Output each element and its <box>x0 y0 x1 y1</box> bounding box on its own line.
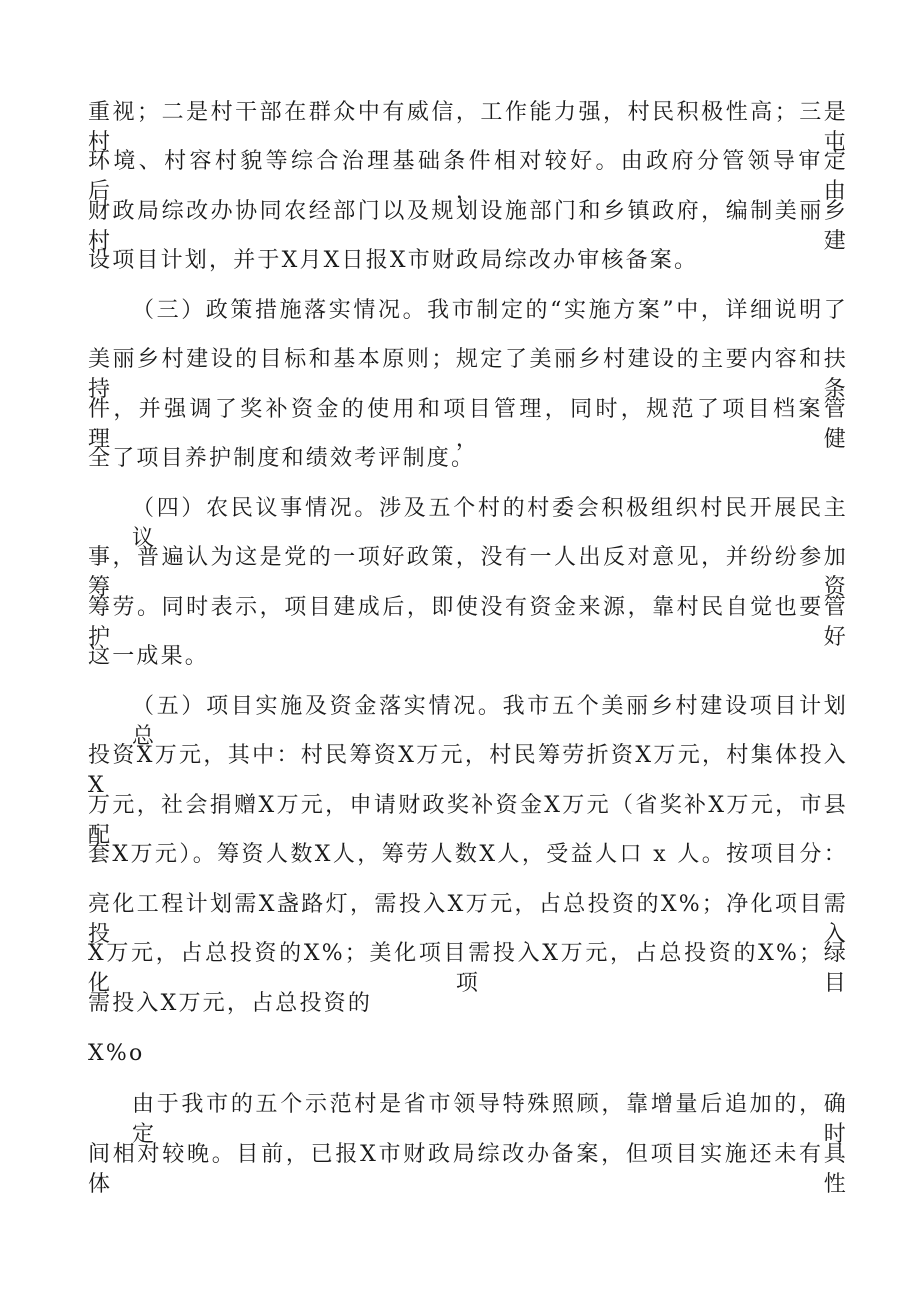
text-line: 财政局综改办协同农经部门以及规划设施部门和乡镇政府，编制美丽乡村建 <box>88 199 848 254</box>
text-line: 全了项目养护制度和绩效考评制度。 <box>88 446 476 471</box>
text-line: 万元，社会捐赠X万元，申请财政奖补资金X万元（省奖补X万元，市县配 <box>88 793 848 848</box>
text-line: 美丽乡村建设的目标和基本原则；规定了美丽乡村建设的主要内容和扶持条 <box>88 347 848 402</box>
text-line: X%o <box>88 1041 145 1066</box>
text-line: 这一成果。 <box>88 644 210 669</box>
text-line: 投资X万元，其中：村民筹资X万元，村民筹劳折资X万元，村集体投入X <box>88 743 848 798</box>
paragraph-heading-5: （五）项目实施及资金落实情况。我市五个美丽乡村建设项目计划总 <box>132 694 848 749</box>
text-line: 设项目计划，并于X月X日报X市财政局综改办审核备案。 <box>88 248 699 273</box>
text-line: 环境、村容村貌等综合治理基础条件相对较好。由政府分管领导审定后，由 <box>88 149 848 204</box>
text-line: 亮化工程计划需X盏路灯，需投入X万元，占总投资的X%；净化项目需投入 <box>88 892 848 947</box>
text-line: 需投入X万元，占总投资的 <box>88 991 373 1016</box>
paragraph-heading-4: （四）农民议事情况。涉及五个村的村委会积极组织村民开展民主议 <box>132 496 848 551</box>
paragraph-heading-3: （三）政策措施落实情况。我市制定的“实施方案”中，详细说明了 <box>132 298 848 323</box>
text-line: X万元，占总投资的X%；美化项目需投入X万元，占总投资的X%；绿化项目 <box>88 941 848 996</box>
paragraph-first-line: 由于我市的五个示范村是省市领导特殊照顾，靠增量后追加的，确定时 <box>132 1092 848 1147</box>
text-line: 重视；二是村干部在群众中有威信，工作能力强，村民积极性高；三是村屯 <box>88 100 848 155</box>
text-line: 套X万元）。筹资人数X人，筹劳人数X人，受益人口 x 人。按项目分： <box>88 842 848 867</box>
text-line: 筹劳。同时表示，项目建成后，即使没有资金来源，靠村民自觉也要管护好 <box>88 595 848 650</box>
text-line: 间相对较晚。目前，已报X市财政局综改办备案，但项目实施还未有具体性 <box>88 1142 848 1197</box>
text-line: 事，普遍认为这是党的一项好政策，没有一人出反对意见，并纷纷参加筹资 <box>88 545 848 600</box>
text-line: 件，并强调了奖补资金的使用和项目管理，同时，规范了项目档案管理，健 <box>88 397 848 452</box>
